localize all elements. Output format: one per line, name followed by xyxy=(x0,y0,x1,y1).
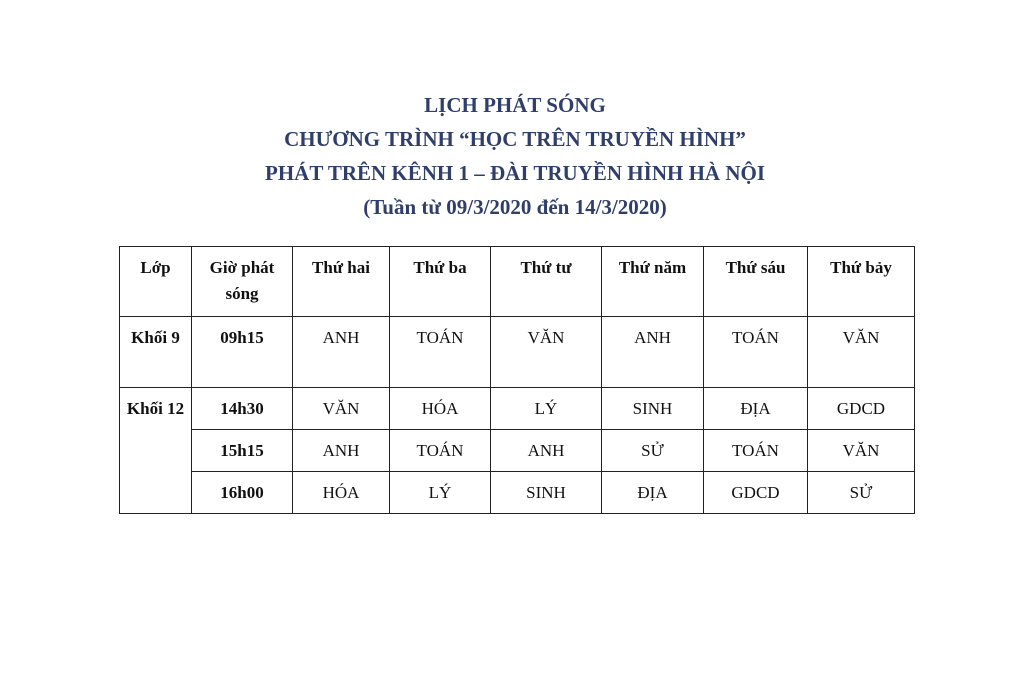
subject-cell: VĂN xyxy=(808,317,915,388)
column-header-friday: Thứ sáu xyxy=(704,247,808,317)
subject-cell: VĂN xyxy=(808,430,915,472)
subject-cell: ANH xyxy=(293,317,390,388)
table-row xyxy=(120,472,915,514)
column-header-airtime: Giờ phát sóng xyxy=(192,247,293,317)
subject-cell: GDCD xyxy=(808,388,915,430)
subject-cell: VĂN xyxy=(293,388,390,430)
column-header-thursday: Thứ năm xyxy=(602,247,704,317)
subject-cell: HÓA xyxy=(390,388,491,430)
airtime-cell: 16h00 xyxy=(192,472,293,514)
column-header-tuesday: Thứ ba xyxy=(390,247,491,317)
subject-cell: ĐỊA xyxy=(704,388,808,430)
subject-cell: ANH xyxy=(491,430,602,472)
airtime-cell: 09h15 xyxy=(192,317,293,388)
document-heading xyxy=(0,88,1024,224)
column-header-grade: Lớp xyxy=(120,247,192,317)
airtime-cell: 15h15 xyxy=(192,430,293,472)
column-header-monday: Thứ hai xyxy=(293,247,390,317)
heading-line-channel: PHÁT TRÊN KÊNH 1 – ĐÀI TRUYỀN HÌNH HÀ NỘI xyxy=(265,161,765,185)
subject-cell: LÝ xyxy=(491,388,602,430)
subject-cell: HÓA xyxy=(293,472,390,514)
subject-cell: ANH xyxy=(602,317,704,388)
grade-cell: Khối 12 xyxy=(120,388,192,514)
table-row xyxy=(120,317,915,388)
grade-cell: Khối 9 xyxy=(120,317,192,388)
subject-cell: ĐỊA xyxy=(602,472,704,514)
subject-cell: TOÁN xyxy=(390,317,491,388)
subject-cell: SINH xyxy=(491,472,602,514)
subject-cell: ANH xyxy=(293,430,390,472)
subject-cell: TOÁN xyxy=(704,317,808,388)
column-header-wednesday: Thứ tư xyxy=(491,247,602,317)
column-header-saturday: Thứ bảy xyxy=(808,247,915,317)
subject-cell: GDCD xyxy=(704,472,808,514)
heading-line-schedule: LỊCH PHÁT SÓNG xyxy=(424,93,606,117)
heading-line-week: (Tuần từ 09/3/2020 đến 14/3/2020) xyxy=(363,195,667,219)
subject-cell: TOÁN xyxy=(704,430,808,472)
table-row xyxy=(120,388,915,430)
subject-cell: SINH xyxy=(602,388,704,430)
subject-cell: VĂN xyxy=(491,317,602,388)
subject-cell: SỬ xyxy=(808,472,915,514)
broadcast-schedule-table xyxy=(119,246,915,514)
heading-line-program: CHƯƠNG TRÌNH “HỌC TRÊN TRUYỀN HÌNH” xyxy=(284,127,746,151)
subject-cell: SỬ xyxy=(602,430,704,472)
subject-cell: LÝ xyxy=(390,472,491,514)
table-row xyxy=(120,430,915,472)
airtime-cell: 14h30 xyxy=(192,388,293,430)
table-header-row xyxy=(120,247,915,317)
subject-cell: TOÁN xyxy=(390,430,491,472)
